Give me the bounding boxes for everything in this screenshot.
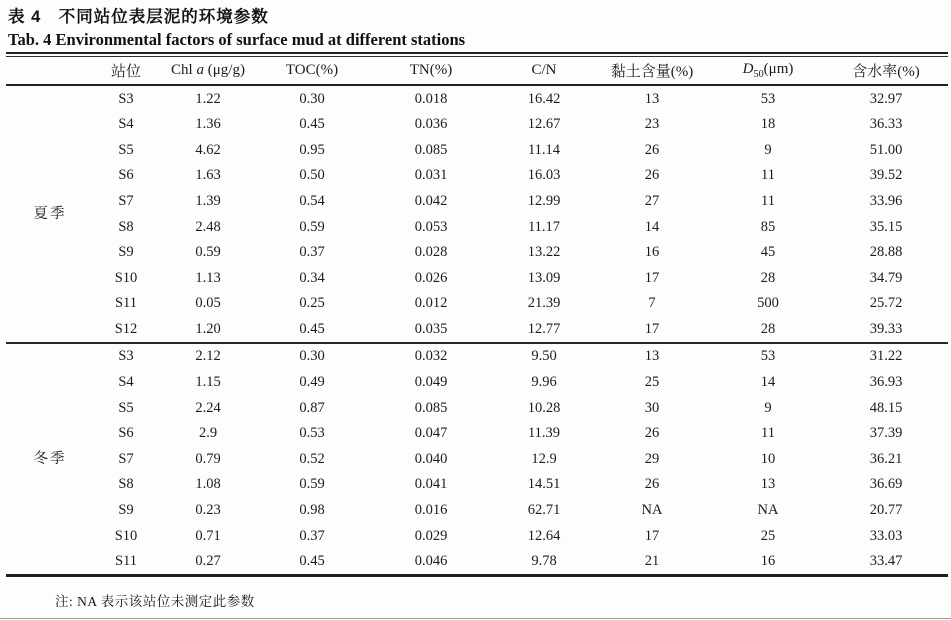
environmental-factors-table: [6, 57, 948, 577]
value-cell-tn: 0.053: [414, 218, 448, 235]
value-cell-cn: 12.9: [531, 450, 557, 467]
table-row-winter-s6: [6, 421, 948, 447]
value-cell-water: 39.33: [824, 316, 948, 343]
value-cell-clay: 26: [644, 167, 660, 184]
station-cell: S3: [118, 348, 134, 365]
value-cell-water: 36.93: [869, 374, 903, 391]
table-title-chinese: 表 4 不同站位表层泥的环境参数: [8, 8, 269, 26]
value-cell-chla: 1.39: [195, 192, 221, 209]
value-cell-d50: 28: [760, 269, 776, 286]
winter-group: [6, 343, 948, 576]
station-cell: S6: [118, 425, 134, 442]
table-row-summer-s7: [6, 188, 948, 214]
col-header-tn: TN(%): [366, 57, 496, 85]
table-row-summer-s4: [6, 112, 948, 138]
col-header-chla: Chl a (μg/g): [158, 57, 258, 85]
value-cell-clay: 17: [644, 527, 660, 544]
value-cell-d50: 28: [712, 316, 824, 343]
value-cell-toc: 0.30: [299, 90, 325, 107]
value-cell-clay: 26: [644, 476, 660, 493]
value-cell-d50: 16: [712, 549, 824, 576]
table-row-summer-s3: [6, 85, 948, 112]
value-cell-water: 39.52: [869, 167, 903, 184]
value-cell-chla: 0.79: [195, 450, 221, 467]
value-cell-clay: 21: [592, 549, 712, 576]
value-cell-clay: 16: [644, 244, 660, 261]
value-cell-clay: 7: [648, 295, 656, 312]
value-cell-cn: 10.28: [527, 399, 561, 416]
value-cell-toc: 0.59: [299, 476, 325, 493]
value-cell-tn: 0.029: [414, 527, 448, 544]
value-cell-water: 36.33: [869, 116, 903, 133]
value-cell-clay: NA: [641, 502, 663, 519]
value-cell-tn: 0.032: [414, 348, 448, 365]
value-cell-d50: 18: [760, 116, 776, 133]
value-cell-toc: 0.59: [299, 218, 325, 235]
value-cell-clay: 23: [644, 116, 660, 133]
value-cell-tn: 0.012: [414, 295, 448, 312]
value-cell-clay: 26: [644, 141, 660, 158]
value-cell-cn: 13.22: [527, 244, 561, 261]
station-cell: S12: [94, 316, 158, 343]
col-header-water: 含水率(%): [824, 57, 948, 85]
value-cell-cn: 14.51: [527, 476, 561, 493]
station-cell: S8: [118, 218, 134, 235]
value-cell-water: 25.72: [869, 295, 903, 312]
value-cell-water: 35.15: [869, 218, 903, 235]
table-row-summer-s12: [6, 316, 948, 343]
value-cell-cn: 12.67: [527, 116, 561, 133]
station-cell: S7: [118, 450, 134, 467]
value-cell-water: 36.21: [869, 450, 903, 467]
table-title-english: Tab. 4 Environmental factors of surface mud at different stations: [8, 30, 466, 49]
value-cell-d50: 85: [760, 218, 776, 235]
value-cell-d50: 11: [761, 192, 775, 209]
value-cell-toc: 0.45: [258, 316, 366, 343]
table-row-winter-s4: [6, 370, 948, 396]
value-cell-clay: 17: [644, 269, 660, 286]
value-cell-chla: 0.59: [195, 244, 221, 261]
col-header-station: 站位: [94, 57, 158, 85]
value-cell-water: 36.69: [869, 476, 903, 493]
col-header-toc: TOC(%): [258, 57, 366, 85]
table-row-winter-s5: [6, 395, 948, 421]
value-cell-cn: 62.71: [527, 502, 561, 519]
table-header-row: [6, 57, 948, 85]
value-cell-water: 33.03: [869, 527, 903, 544]
station-cell: S8: [118, 476, 134, 493]
value-cell-chla: 0.05: [195, 295, 221, 312]
station-cell: S3: [118, 90, 134, 107]
value-cell-d50: NA: [757, 502, 779, 519]
value-cell-chla: 1.22: [195, 90, 221, 107]
value-cell-d50: 53: [760, 90, 776, 107]
value-cell-tn: 0.049: [414, 374, 448, 391]
value-cell-chla: 2.12: [195, 348, 221, 365]
value-cell-d50: 10: [760, 450, 776, 467]
station-cell: S4: [118, 374, 134, 391]
value-cell-water: 48.15: [869, 399, 903, 416]
col-header-season-spacer: [6, 57, 94, 85]
value-cell-tn: 0.031: [414, 167, 448, 184]
station-cell: S10: [114, 269, 138, 286]
station-cell: S11: [94, 549, 158, 576]
season-label-summer: 夏季: [6, 85, 94, 343]
value-cell-chla: 2.9: [198, 425, 218, 442]
value-cell-tn: 0.018: [414, 90, 448, 107]
col-header-d50: $D_{50}(\mu m)$: [712, 57, 824, 85]
station-cell: S6: [118, 167, 134, 184]
station-cell: S5: [118, 399, 134, 416]
value-cell-toc: 0.45: [258, 549, 366, 576]
table-row-winter-s8: [6, 472, 948, 498]
value-cell-chla: 2.48: [195, 218, 221, 235]
value-cell-cn: 12.99: [527, 192, 561, 209]
value-cell-d50: 14: [760, 374, 776, 391]
value-cell-d50: 11: [761, 167, 775, 184]
value-cell-d50: 25: [760, 527, 776, 544]
value-cell-water: 20.77: [869, 502, 903, 519]
value-cell-water: 37.39: [869, 425, 903, 442]
value-cell-d50: 9: [764, 141, 772, 158]
value-cell-chla: 0.71: [195, 527, 221, 544]
station-cell: S5: [118, 141, 134, 158]
table-row-winter-s7: [6, 446, 948, 472]
table-footnote: 注: NA 表示该站位未测定此参数: [55, 594, 255, 610]
value-cell-water: 33.47: [824, 549, 948, 576]
value-cell-chla: 1.08: [195, 476, 221, 493]
value-cell-chla: 4.62: [195, 141, 221, 158]
value-cell-water: 28.88: [869, 244, 903, 261]
value-cell-clay: 17: [592, 316, 712, 343]
station-cell: S10: [114, 527, 138, 544]
value-cell-toc: 0.87: [299, 399, 325, 416]
value-cell-tn: 0.042: [414, 192, 448, 209]
value-cell-toc: 0.45: [299, 116, 325, 133]
col-header-cn: C/N: [496, 57, 592, 85]
station-cell: S4: [118, 116, 134, 133]
value-cell-cn: 13.09: [527, 269, 561, 286]
value-cell-toc: 0.98: [299, 502, 325, 519]
value-cell-water: 32.97: [869, 90, 903, 107]
value-cell-clay: 27: [644, 192, 660, 209]
table-row-summer-s5: [6, 137, 948, 163]
value-cell-chla: 1.36: [195, 116, 221, 133]
value-cell-water: 33.96: [869, 192, 903, 209]
table-row-winter-s3: [6, 343, 948, 370]
station-cell: S9: [118, 502, 134, 519]
page-bottom-edge-line: [0, 618, 951, 619]
value-cell-toc: 0.95: [299, 141, 325, 158]
value-cell-tn: 0.026: [414, 269, 448, 286]
value-cell-tn: 0.046: [366, 549, 496, 576]
value-cell-toc: 0.50: [299, 167, 325, 184]
table-row-winter-s11: [6, 549, 948, 576]
value-cell-tn: 0.035: [366, 316, 496, 343]
value-cell-cn: 12.77: [496, 316, 592, 343]
value-cell-chla: 2.24: [195, 399, 221, 416]
value-cell-clay: 13: [644, 348, 660, 365]
value-cell-tn: 0.085: [414, 399, 448, 416]
value-cell-clay: 25: [644, 374, 660, 391]
season-label-winter: 冬季: [6, 343, 94, 576]
value-cell-cn: 9.78: [496, 549, 592, 576]
value-cell-d50: 11: [761, 425, 775, 442]
value-cell-cn: 9.96: [531, 374, 557, 391]
value-cell-water: 51.00: [869, 141, 903, 158]
value-cell-tn: 0.036: [414, 116, 448, 133]
value-cell-water: 34.79: [869, 269, 903, 286]
value-cell-cn: 9.50: [531, 348, 557, 365]
table-row-summer-s9: [6, 240, 948, 266]
value-cell-toc: 0.30: [299, 348, 325, 365]
value-cell-cn: 11.14: [527, 141, 561, 158]
value-cell-toc: 0.25: [299, 295, 325, 312]
value-cell-toc: 0.37: [299, 244, 325, 261]
table-header: [6, 57, 948, 85]
value-cell-tn: 0.041: [414, 476, 448, 493]
value-cell-cn: 16.42: [527, 90, 561, 107]
table-row-winter-s10: [6, 523, 948, 549]
station-cell: S7: [118, 192, 134, 209]
table-row-summer-s8: [6, 214, 948, 240]
value-cell-chla: 0.23: [195, 502, 221, 519]
value-cell-tn: 0.040: [414, 450, 448, 467]
value-cell-clay: 26: [644, 425, 660, 442]
value-cell-clay: 13: [644, 90, 660, 107]
value-cell-clay: 29: [644, 450, 660, 467]
value-cell-cn: 16.03: [527, 167, 561, 184]
col-header-clay: 黏土含量(%): [592, 57, 712, 85]
station-cell: S9: [118, 244, 134, 261]
value-cell-tn: 0.047: [414, 425, 448, 442]
table-row-winter-s9: [6, 498, 948, 524]
value-cell-toc: 0.53: [299, 425, 325, 442]
value-cell-d50: 9: [764, 399, 772, 416]
value-cell-tn: 0.016: [414, 502, 448, 519]
value-cell-cn: 21.39: [527, 295, 561, 312]
value-cell-d50: 45: [760, 244, 776, 261]
table-row-summer-s6: [6, 163, 948, 189]
value-cell-chla: 1.20: [158, 316, 258, 343]
value-cell-clay: 30: [644, 399, 660, 416]
value-cell-toc: 0.54: [299, 192, 325, 209]
station-cell: S11: [114, 295, 138, 312]
value-cell-chla: 1.15: [195, 374, 221, 391]
value-cell-water: 31.22: [869, 348, 903, 365]
value-cell-toc: 0.34: [299, 269, 325, 286]
value-cell-toc: 0.37: [299, 527, 325, 544]
value-cell-tn: 0.028: [414, 244, 448, 261]
value-cell-toc: 0.49: [299, 374, 325, 391]
value-cell-clay: 14: [644, 218, 660, 235]
value-cell-chla: 1.13: [195, 269, 221, 286]
summer-group: [6, 85, 948, 343]
value-cell-d50: 13: [760, 476, 776, 493]
value-cell-cn: 11.17: [527, 218, 561, 235]
value-cell-d50: 500: [757, 295, 779, 312]
value-cell-d50: 53: [760, 348, 776, 365]
value-cell-cn: 11.39: [527, 425, 561, 442]
value-cell-chla: 1.63: [195, 167, 221, 184]
value-cell-cn: 12.64: [527, 527, 561, 544]
value-cell-chla: 0.27: [158, 549, 258, 576]
value-cell-tn: 0.085: [414, 141, 448, 158]
value-cell-toc: 0.52: [299, 450, 325, 467]
table-row-summer-s11: [6, 291, 948, 317]
table-row-summer-s10: [6, 265, 948, 291]
